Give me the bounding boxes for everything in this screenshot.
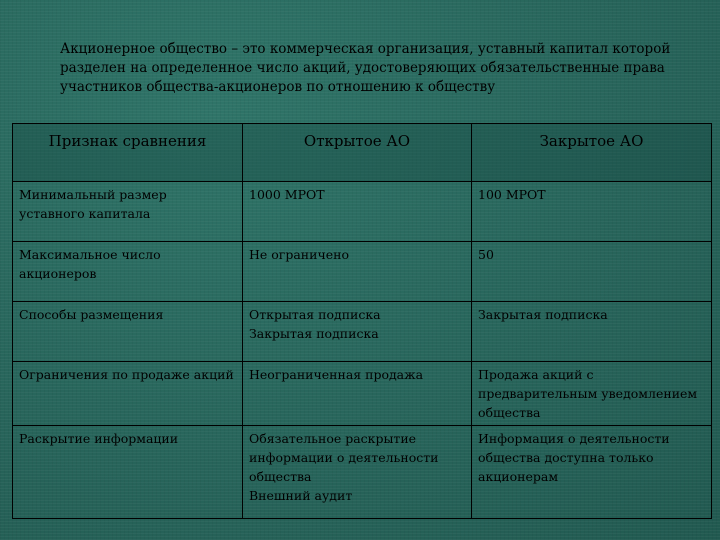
table-row xyxy=(13,242,712,302)
cell-line: Не ограничено xyxy=(249,247,349,262)
cell-line: Неограниченная продажа xyxy=(249,367,424,382)
table-row xyxy=(13,362,712,426)
header-criterion: Признак сравнения xyxy=(13,124,243,182)
row-criterion: Раскрытие информации xyxy=(13,426,243,519)
row-open-value xyxy=(243,242,472,302)
cell-line: Закрытая подписка xyxy=(478,307,608,322)
row-criterion: Способы размещения xyxy=(13,302,243,362)
table-row xyxy=(13,182,712,242)
row-closed-value xyxy=(472,302,712,362)
cell-line: 1000 МРОТ xyxy=(249,187,325,202)
table-row xyxy=(13,426,712,519)
cell-line: Открытая подписка xyxy=(249,307,381,322)
cell-line: Обязательное раскрытие информации о деятельности общества xyxy=(249,431,439,484)
cell-line: Закрытая подписка xyxy=(249,326,379,341)
row-criterion: Максимальное число акционеров xyxy=(13,242,243,302)
table-row xyxy=(13,302,712,362)
cell-line: Продажа акций с предварительным уведомлением общества xyxy=(478,367,698,420)
row-open-value xyxy=(243,426,472,519)
cell-line: 100 МРОТ xyxy=(478,187,546,202)
row-closed-value xyxy=(472,182,712,242)
table-header-row xyxy=(13,124,712,182)
header-closed-jsc: Закрытое АО xyxy=(472,124,712,182)
row-closed-value xyxy=(472,242,712,302)
row-criterion: Минимальный размер уставного капитала xyxy=(13,182,243,242)
cell-line: Информация о деятельности общества доступна только акционерам xyxy=(478,431,670,484)
cell-line: 50 xyxy=(478,247,494,262)
header-open-jsc: Открытое АО xyxy=(243,124,472,182)
comparison-table xyxy=(12,123,712,519)
intro-definition: Акционерное общество – это коммерческая организация, уставный капитал которой разделен на определенное число акций, удостоверяющих обязательственные права участников общества-акционеров по отношению к обществу xyxy=(60,41,671,95)
row-open-value xyxy=(243,302,472,362)
row-closed-value xyxy=(472,362,712,426)
cell-line: Внешний аудит xyxy=(249,488,353,503)
row-open-value xyxy=(243,362,472,426)
row-closed-value xyxy=(472,426,712,519)
row-open-value xyxy=(243,182,472,242)
row-criterion: Ограничения по продаже акций xyxy=(13,362,243,426)
